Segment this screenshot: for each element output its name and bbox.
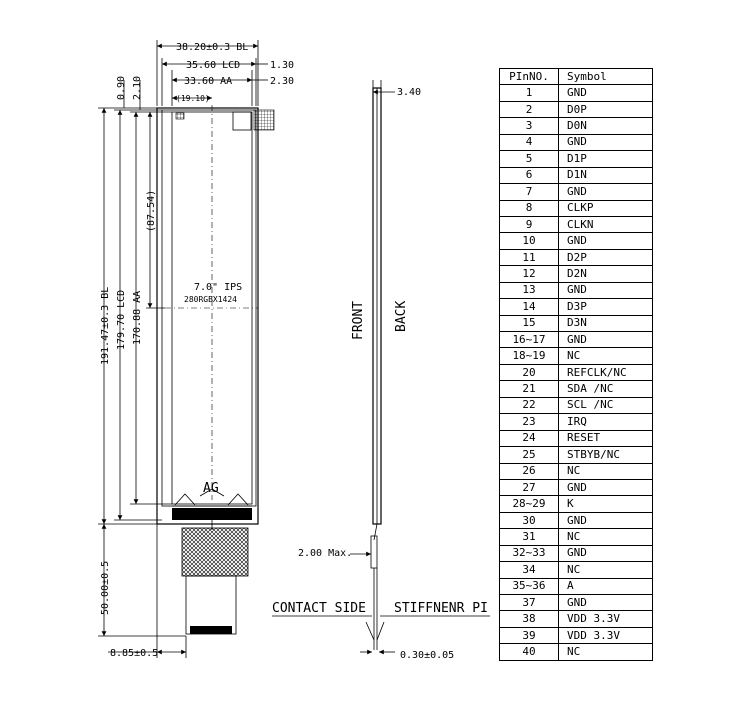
pin-table-body <box>500 85 653 660</box>
dim-top-offset-2: 2.10 <box>132 75 143 100</box>
dim-fpc-thickness: 0.30±0.05 <box>400 650 455 661</box>
side-view <box>272 80 490 661</box>
dim-right-bl-offset: 1.30 <box>270 60 295 71</box>
symbol-cell: IRQ <box>559 414 653 430</box>
bottom-ic-strip <box>172 508 252 520</box>
dim-fpc-offset: 8.85±0.5 <box>110 648 159 659</box>
symbol-cell: NC <box>559 644 653 660</box>
panel-resolution-label: 280RGBX1424 <box>184 295 237 304</box>
pin-number-cell: 2 <box>500 101 559 117</box>
pin-number-cell: 15 <box>500 315 559 331</box>
symbol-cell: VDD 3.3V <box>559 627 653 643</box>
back-label: BACK <box>394 300 409 332</box>
left-dimensions <box>98 76 186 659</box>
symbol-cell: NC <box>559 463 653 479</box>
pin-number-cell: 16~17 <box>500 332 559 348</box>
pin-number-cell: 34 <box>500 562 559 578</box>
symbol-cell: D2N <box>559 266 653 282</box>
pin-number-cell: 26 <box>500 463 559 479</box>
dim-lcd-width: 35.60 LCD <box>186 60 241 71</box>
dim-lcd-height: 179.70 LCD <box>116 289 127 350</box>
table-row <box>500 545 653 561</box>
table-row <box>500 167 653 183</box>
pin-number-cell: 9 <box>500 216 559 232</box>
table-row <box>500 332 653 348</box>
table-header-row <box>500 69 653 85</box>
table-row <box>500 299 653 315</box>
symbol-cell: RESET <box>559 430 653 446</box>
symbol-cell: STBYB/NC <box>559 447 653 463</box>
symbol-cell: A <box>559 578 653 594</box>
fpc-tail <box>186 576 236 634</box>
table-row <box>500 414 653 430</box>
table-row <box>500 627 653 643</box>
table-row <box>500 397 653 413</box>
symbol-cell: K <box>559 496 653 512</box>
table-row <box>500 200 653 216</box>
table-row <box>500 562 653 578</box>
dim-thickness: 3.40 <box>397 87 422 98</box>
dim-ref-width: (19.10) <box>176 94 210 103</box>
table-row <box>500 101 653 117</box>
pin-number-cell: 6 <box>500 167 559 183</box>
pin-assignment-table <box>499 68 653 661</box>
table-row <box>500 595 653 611</box>
table-row <box>500 644 653 660</box>
symbol-cell: D1P <box>559 151 653 167</box>
pin-number-cell: 11 <box>500 249 559 265</box>
symbol-cell: NC <box>559 348 653 364</box>
table-row <box>500 233 653 249</box>
pin-number-cell: 13 <box>500 282 559 298</box>
table-row <box>500 266 653 282</box>
corner-mark <box>233 112 251 130</box>
stiffener-label: STIFFNENR PI <box>394 601 488 616</box>
symbol-cell: D3P <box>559 299 653 315</box>
fpc-contacts <box>190 626 232 634</box>
pin-number-cell: 10 <box>500 233 559 249</box>
connector-pad <box>254 110 274 130</box>
table-row <box>500 496 653 512</box>
table-row <box>500 578 653 594</box>
dim-aa-height: 170.88 AA <box>132 290 143 345</box>
symbol-cell: NC <box>559 529 653 545</box>
symbol-cell: GND <box>559 184 653 200</box>
pin-number-cell: 22 <box>500 397 559 413</box>
symbol-cell: GND <box>559 85 653 101</box>
pin-number-cell: 37 <box>500 595 559 611</box>
symbol-cell: CLKP <box>559 200 653 216</box>
table-row <box>500 463 653 479</box>
pin-number-cell: 27 <box>500 479 559 495</box>
symbol-cell: NC <box>559 562 653 578</box>
pin-number-cell: 4 <box>500 134 559 150</box>
symbol-cell: GND <box>559 479 653 495</box>
pin-number-cell: 1 <box>500 85 559 101</box>
dim-bl-width: 38.20±0.3 BL <box>176 42 249 53</box>
symbol-cell: SCL /NC <box>559 397 653 413</box>
contact-side-label: CONTACT SIDE <box>272 601 366 616</box>
front-view <box>157 105 274 634</box>
table-row <box>500 249 653 265</box>
symbol-header: Symbol <box>559 69 653 85</box>
table-row <box>500 315 653 331</box>
pin-number-cell: 5 <box>500 151 559 167</box>
pin-number-cell: 3 <box>500 118 559 134</box>
table-row <box>500 151 653 167</box>
symbol-cell: GND <box>559 233 653 249</box>
table-row <box>500 430 653 446</box>
pin-number-cell: 21 <box>500 381 559 397</box>
symbol-cell: GND <box>559 332 653 348</box>
dim-aa-width: 33.60 AA <box>184 76 233 87</box>
pin-number-cell: 8 <box>500 200 559 216</box>
pin-number-cell: 30 <box>500 512 559 528</box>
panel-size-label: 7.0" IPS <box>194 282 243 293</box>
top-dimensions <box>157 40 294 106</box>
pin-number-cell: 14 <box>500 299 559 315</box>
dim-fpc-length: 50.00±0.5 <box>100 560 111 615</box>
pin-number-cell: 39 <box>500 627 559 643</box>
symbol-cell: D3N <box>559 315 653 331</box>
table-row <box>500 611 653 627</box>
dim-right-aa-offset: 2.30 <box>270 76 295 87</box>
symbol-cell: D0P <box>559 101 653 117</box>
pin-number-cell: 28~29 <box>500 496 559 512</box>
table-row <box>500 282 653 298</box>
table-row <box>500 447 653 463</box>
table-row <box>500 364 653 380</box>
pin-number-cell: 20 <box>500 364 559 380</box>
pin-number-cell: 40 <box>500 644 559 660</box>
dim-bl-height: 191.47±0.3 BL <box>100 286 111 365</box>
table-row <box>500 184 653 200</box>
table-row <box>500 381 653 397</box>
symbol-cell: CLKN <box>559 216 653 232</box>
pin-number-cell: 23 <box>500 414 559 430</box>
table-row <box>500 529 653 545</box>
table-row <box>500 479 653 495</box>
pin-number-header: PInNO. <box>500 69 559 85</box>
symbol-cell: D1N <box>559 167 653 183</box>
symbol-cell: SDA /NC <box>559 381 653 397</box>
glass-label: AG <box>203 481 219 496</box>
pin-number-cell: 31 <box>500 529 559 545</box>
pin-number-cell: 7 <box>500 184 559 200</box>
pin-number-cell: 24 <box>500 430 559 446</box>
dim-ref-height: (87.54) <box>146 189 157 232</box>
symbol-cell: REFCLK/NC <box>559 364 653 380</box>
symbol-cell: D0N <box>559 118 653 134</box>
alignment-mark <box>176 113 184 119</box>
symbol-cell: GND <box>559 595 653 611</box>
symbol-cell: GND <box>559 545 653 561</box>
side-connector <box>371 536 377 568</box>
symbol-cell: GND <box>559 512 653 528</box>
fpc-connector <box>182 528 248 576</box>
pin-number-cell: 35~36 <box>500 578 559 594</box>
pin-number-cell: 32~33 <box>500 545 559 561</box>
dim-top-offset-1: 0.90 <box>116 75 127 100</box>
table-row <box>500 348 653 364</box>
symbol-cell: D2P <box>559 249 653 265</box>
symbol-cell: GND <box>559 282 653 298</box>
table-row <box>500 85 653 101</box>
front-label: FRONT <box>351 300 366 340</box>
pin-number-cell: 25 <box>500 447 559 463</box>
table-row <box>500 512 653 528</box>
symbol-cell: GND <box>559 134 653 150</box>
symbol-cell: VDD 3.3V <box>559 611 653 627</box>
pin-number-cell: 18~19 <box>500 348 559 364</box>
table-row <box>500 118 653 134</box>
table-row <box>500 216 653 232</box>
pin-number-cell: 12 <box>500 266 559 282</box>
table-row <box>500 134 653 150</box>
pin-number-cell: 38 <box>500 611 559 627</box>
dim-connector-max: 2.00 Max. <box>298 548 353 559</box>
